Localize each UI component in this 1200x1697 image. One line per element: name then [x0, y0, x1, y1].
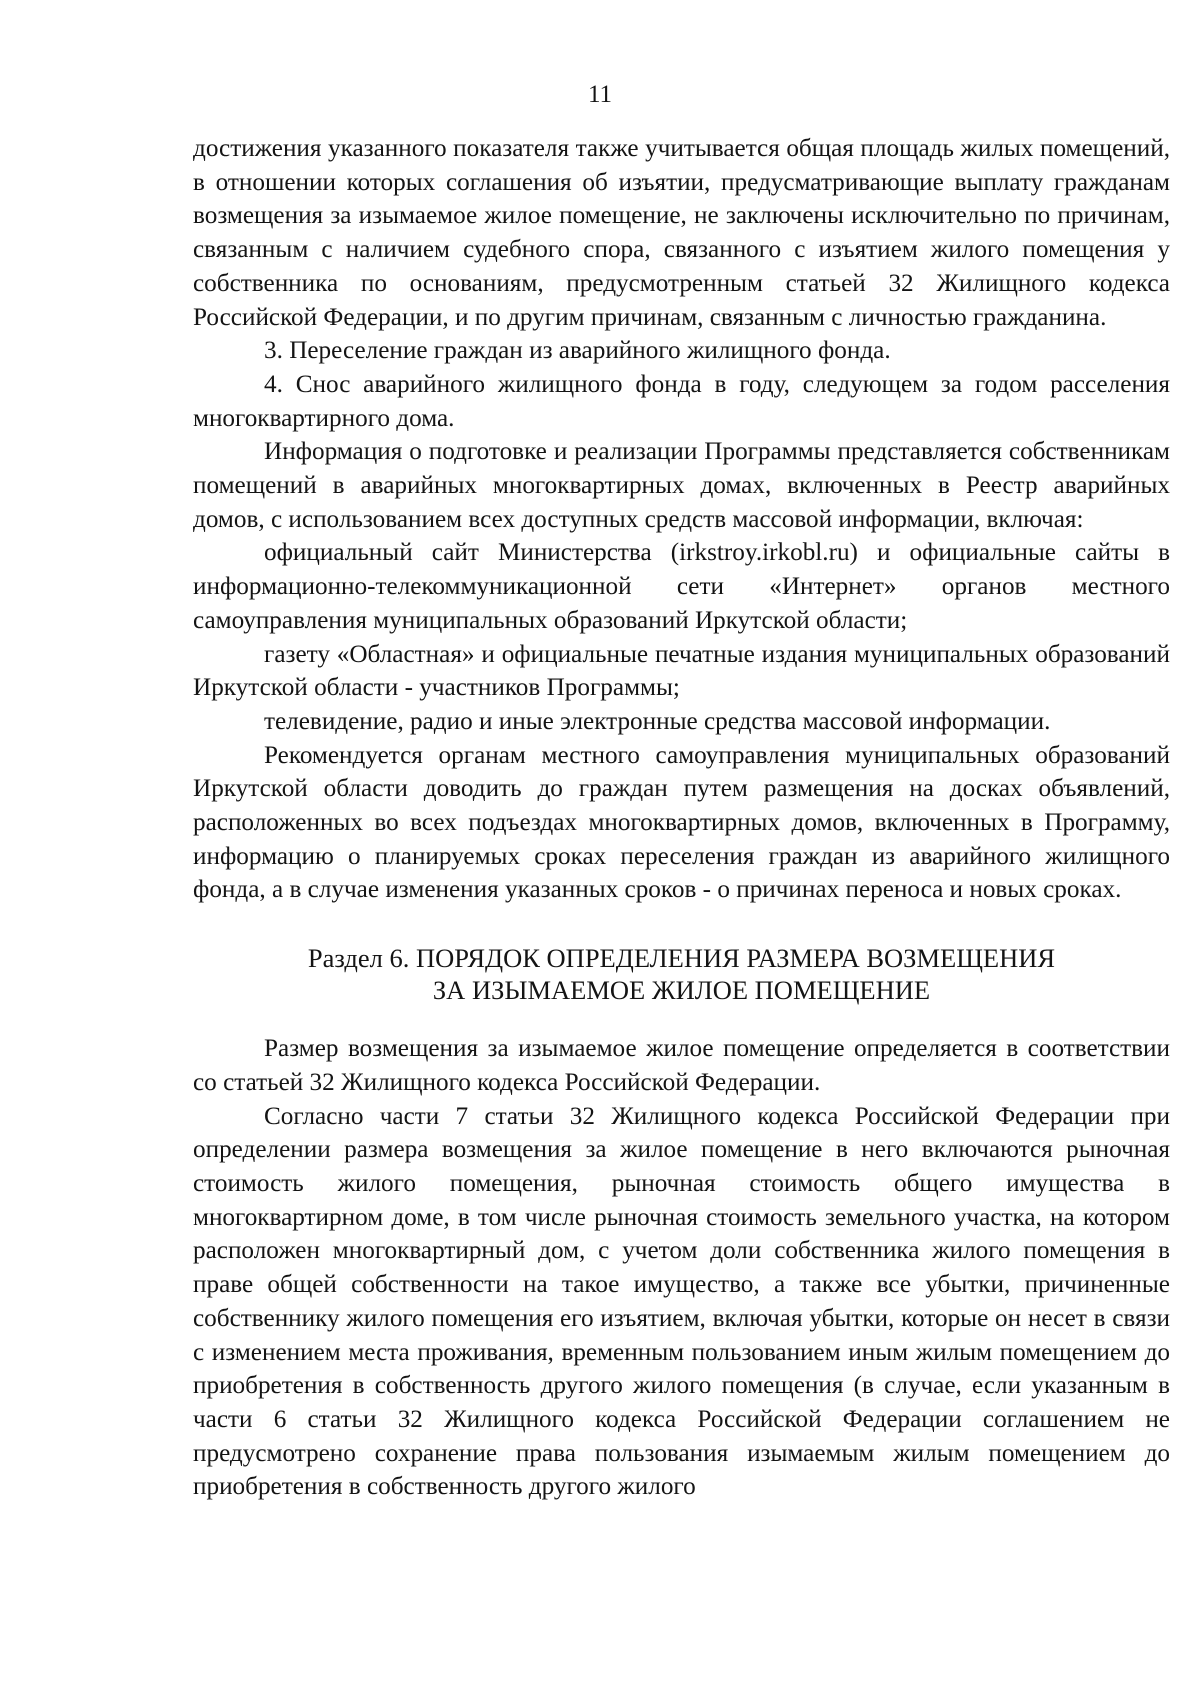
paragraph-television: телевидение, радио и иные электронные средства массовой информации.	[264, 707, 1051, 735]
paragraph-website: официальный сайт Министерства (irkstroy.irkobl.ru) и официальные сайты в информационно-телекоммуникационной сети «Интернет» органов местного самоуправления муниципальных образований Иркутской области;	[193, 539, 1170, 634]
list-item-4: 4. Снос аварийного жилищного фонда в году, следующем за годом расселения многоквартирного дома.	[193, 370, 1170, 432]
section-heading-line-2: ЗА ИЗЫМАЕМОЕ ЖИЛОЕ ПОМЕЩЕНИЕ	[432, 975, 931, 1006]
paragraph-compensation-size: Размер возмещения за изымаемое жилое помещение определяется в соответствии со статьей 32 Жилищного кодекса Российской Федерации.	[193, 1035, 1170, 1096]
paragraph-compensation-components: Согласно части 7 статьи 32 Жилищного кодекса Российской Федерации при определении размера возмещения за жилое помещение в него включаются рыночная стоимость жилого помещения, рыночная стоимость общего имущества в многоквартирном доме, в том числе рыночная стоимость земельного участка, на котором расположен многоквартирный дом, с учетом доли собственника жилого помещения в праве общей собственности на такое имущество, а также все убытки, причиненные собственнику жилого помещения его изъятием, включая убытки, которые он несет в связи с изменением места проживания, временным пользованием иным жилым помещением до приобретения в собственность другого жилого помещения (в случае, если указанным в части 6 статьи 32 Жилищного кодекса Российской Федерации соглашением не предусмотрено сохранение права пользования изымаемым жилым помещением до приобретения в собственность другого жилого	[193, 1102, 1170, 1501]
list-item-3: 3. Переселение граждан из аварийного жилищного фонда.	[264, 337, 891, 365]
paragraph-information: Информация о подготовке и реализации Программы представляется собственникам помещений в аварийных многоквартирных домах, включенных в Реестр аварийных домов, с использованием всех доступных средств массовой информации, включая:	[193, 438, 1170, 533]
document-body	[193, 132, 1170, 1504]
section-heading-line-1: Раздел 6. ПОРЯДОК ОПРЕДЕЛЕНИЯ РАЗМЕРА ВОЗМЕЩЕНИЯ	[307, 943, 1056, 974]
paragraph-recommendation: Рекомендуется органам местного самоуправления муниципальных образований Иркутской области доводить до граждан путем размещения на досках объявлений, расположенных во всех подъездах многоквартирных домов, включенных в Программу, информацию о планируемых сроках переселения граждан из аварийного жилищного фонда, а в случае изменения указанных сроков - о причинах переноса и новых сроках.	[193, 741, 1170, 904]
paragraph-newspaper: газету «Областная» и официальные печатные издания муниципальных образований Иркутской области - участников Программы;	[193, 640, 1170, 702]
section-heading	[193, 942, 1170, 1006]
paragraph-continuation: достижения указанного показателя также учитывается общая площадь жилых помещений, в отношении которых соглашения об изъятии, предусматривающие выплату гражданам возмещения за изымаемое жилое помещение, не заключены исключительно по причинам, связанным с наличием судебного спора, связанного с изъятием жилого помещения у собственника по основаниям, предусмотренным статьей 32 Жилищного кодекса Российской Федерации, и по другим причинам, связанным с личностью гражданина.	[193, 135, 1170, 331]
page-number: 11	[587, 81, 613, 108]
